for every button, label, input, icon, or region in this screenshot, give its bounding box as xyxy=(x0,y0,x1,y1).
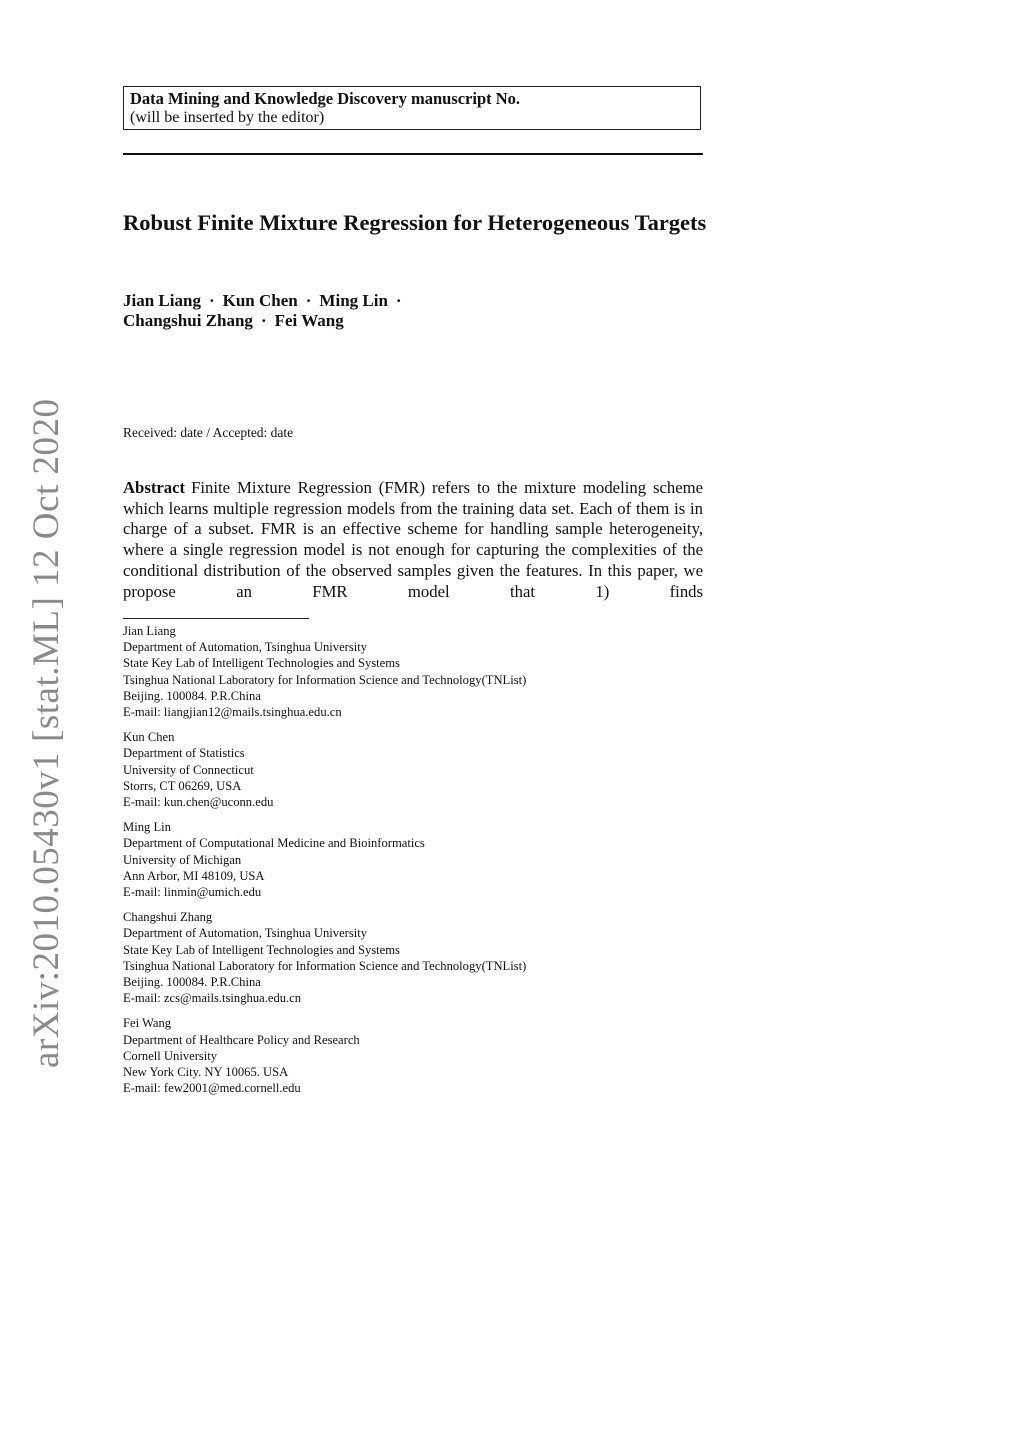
author-list xyxy=(123,291,723,331)
affiliation-line: Department of Statistics xyxy=(123,746,245,761)
affiliation-author: Ming Lin xyxy=(123,820,171,835)
affiliation-author: Kun Chen xyxy=(123,730,175,745)
affiliation-email: E-mail: few2001@med.cornell.edu xyxy=(123,1081,301,1096)
arxiv-identifier-stamp: arXiv:2010.05430v1 [stat.ML] 12 Oct 2020 xyxy=(26,398,67,1068)
author-name: Jian Liang xyxy=(123,291,201,310)
author-name: Ming Lin xyxy=(319,291,388,310)
affiliation-line: Beijing. 100084. P.R.China xyxy=(123,975,261,990)
author-line-2 xyxy=(123,311,723,331)
affiliation-email: E-mail: liangjian12@mails.tsinghua.edu.cn xyxy=(123,705,342,720)
author-separator: · xyxy=(395,291,402,310)
affiliation-block xyxy=(123,623,683,720)
received-accepted-dates: Received: date / Accepted: date xyxy=(123,425,294,440)
affiliation-line: Tsinghua National Laboratory for Information Science and Technology(TNList) xyxy=(123,672,527,687)
affiliation-email: E-mail: zcs@mails.tsinghua.edu.cn xyxy=(123,991,302,1006)
author-name: Fei Wang xyxy=(274,311,344,330)
affiliation-line: State Key Lab of Intelligent Technologies and Systems xyxy=(123,942,400,957)
affiliation-block xyxy=(123,819,683,900)
affiliation-line: Department of Automation, Tsinghua University xyxy=(123,640,368,655)
affiliation-line: University of Michigan xyxy=(123,852,242,867)
affiliation-author: Fei Wang xyxy=(123,1016,172,1031)
author-separator: · xyxy=(260,311,267,330)
author-line-1 xyxy=(123,291,723,311)
manuscript-note: (will be inserted by the editor) xyxy=(130,109,325,126)
affiliation-line: New York City. NY 10065. USA xyxy=(123,1065,289,1080)
affiliation-line: Storrs, CT 06269, USA xyxy=(123,778,242,793)
author-separator: · xyxy=(305,291,312,310)
affiliation-line: Department of Computational Medicine and Bioinformatics xyxy=(123,836,425,851)
abstract-label: Abstract xyxy=(123,478,186,497)
paper-title: Robust Finite Mixture Regression for Heterogeneous Targets xyxy=(123,210,707,235)
affiliation-line: University of Connecticut xyxy=(123,762,254,777)
author-name: Kun Chen xyxy=(222,291,298,310)
affiliation-block xyxy=(123,729,683,810)
affiliation-author: Changshui Zhang xyxy=(123,910,213,925)
header-rule xyxy=(123,153,703,155)
affiliation-line: Tsinghua National Laboratory for Information Science and Technology(TNList) xyxy=(123,958,527,973)
footnote-rule xyxy=(123,618,309,619)
affiliation-email: E-mail: linmin@umich.edu xyxy=(123,885,262,900)
abstract xyxy=(123,478,703,602)
author-separator: · xyxy=(208,291,215,310)
journal-header-box xyxy=(123,86,701,130)
affiliation-line: Ann Arbor, MI 48109, USA xyxy=(123,868,265,883)
affiliation-block xyxy=(123,909,683,1006)
affiliation-line: Department of Healthcare Policy and Research xyxy=(123,1032,360,1047)
affiliation-block xyxy=(123,1015,683,1096)
affiliation-email: E-mail: kun.chen@uconn.edu xyxy=(123,795,274,810)
affiliation-line: Beijing. 100084. P.R.China xyxy=(123,688,261,703)
affiliation-list xyxy=(123,623,683,1105)
affiliation-author: Jian Liang xyxy=(123,624,176,638)
affiliation-line: Department of Automation, Tsinghua University xyxy=(123,926,368,941)
affiliation-line: Cornell University xyxy=(123,1048,218,1063)
abstract-text: Finite Mixture Regression (FMR) refers to the mixture modeling scheme which learns multiple regression models from the training data set. Each of them is in charge of a subset. FMR is an effective scheme for handling sample heterogeneity, where a single regression model is not enough for capturing the complexities of the conditional distribution of the observed samples given the features. In this paper, we propose an FMR model that 1) finds xyxy=(123,478,703,601)
journal-name: Data Mining and Knowledge Discovery manuscript No. xyxy=(130,89,521,108)
author-name: Changshui Zhang xyxy=(123,311,253,330)
affiliation-line: State Key Lab of Intelligent Technologies and Systems xyxy=(123,656,400,671)
